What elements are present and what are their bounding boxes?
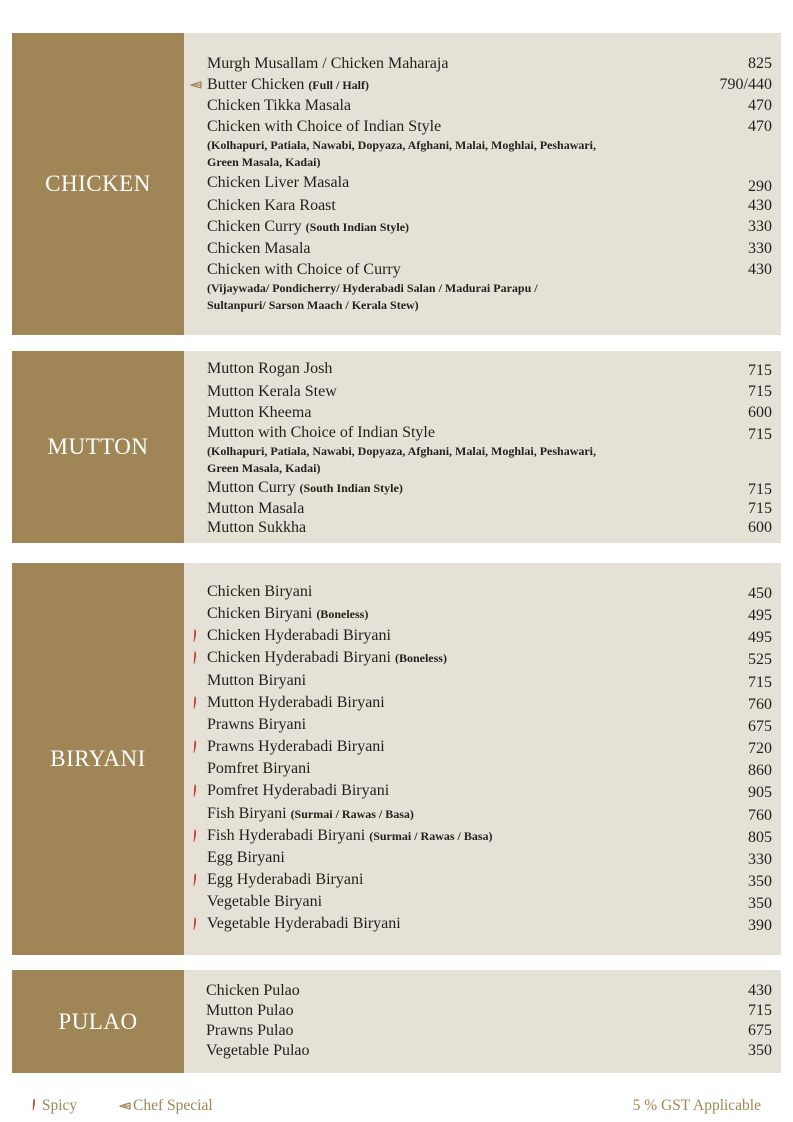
menu-item bbox=[12, 1001, 781, 1021]
item-price: 430 bbox=[748, 197, 772, 214]
item-price: 450 bbox=[748, 585, 772, 602]
chef-special-icon bbox=[117, 1099, 133, 1113]
item-name: Mutton Biryani bbox=[207, 671, 307, 689]
item-price: 715 bbox=[748, 1002, 772, 1019]
chili-icon bbox=[188, 737, 204, 757]
chili-icon bbox=[188, 693, 204, 713]
item-note: (Surmai / Rawas / Basa) bbox=[369, 828, 493, 843]
style-options: (Kolhapuri, Patiala, Nawabi, Dopyaza, Afghani, Malai, Moghlai, Peshawari, Green Masala, Kadai) bbox=[207, 138, 597, 169]
menu-item bbox=[12, 1041, 781, 1061]
chef-special-icon bbox=[188, 75, 204, 95]
menu-item bbox=[12, 239, 781, 259]
item-name: Chicken Pulao bbox=[206, 982, 300, 999]
item-name: Chicken Liver Masala bbox=[207, 174, 350, 191]
item-price: 720 bbox=[748, 740, 772, 758]
item-price: 495 bbox=[748, 629, 772, 647]
item-name: Fish Biryani (Surmai / Rawas / Basa) bbox=[207, 804, 414, 822]
item-name: Egg Hyderabadi Biryani bbox=[207, 870, 364, 888]
chili-icon bbox=[188, 781, 204, 801]
menu-item bbox=[12, 648, 781, 668]
menu-item bbox=[12, 582, 781, 602]
menu-item bbox=[12, 478, 781, 498]
biryani-section bbox=[12, 563, 781, 955]
legend-spicy: Spicy bbox=[30, 1096, 77, 1116]
section-title: BIRYANI bbox=[50, 746, 146, 771]
item-name: Mutton Pulao bbox=[206, 1002, 294, 1019]
item-name: Mutton Curry (South Indian Style) bbox=[207, 479, 403, 496]
item-price: 330 bbox=[748, 218, 772, 235]
item-note: (Boneless) bbox=[316, 607, 369, 622]
item-price: 470 bbox=[748, 97, 772, 114]
item-price: 715 bbox=[748, 481, 772, 498]
menu-item bbox=[12, 96, 781, 116]
menu-item bbox=[12, 715, 781, 735]
curry-options: (Vijaywada/ Pondicherry/ Hyderabadi Salan / Madurai Parapu / Sultanpuri/ Sarson Maach / Kerala Stew) bbox=[207, 281, 538, 312]
item-note: (South Indian Style) bbox=[299, 481, 403, 495]
menu-item bbox=[12, 981, 781, 1001]
item-price: 390 bbox=[748, 917, 772, 935]
item-name: Chicken Tikka Masala bbox=[207, 97, 351, 114]
menu-item bbox=[12, 848, 781, 868]
chili-icon bbox=[188, 648, 204, 668]
item-name: Prawns Biryani bbox=[207, 715, 307, 733]
chili-icon bbox=[188, 626, 204, 646]
menu-item bbox=[12, 914, 781, 934]
menu-item bbox=[12, 759, 781, 779]
item-note: (Boneless) bbox=[394, 651, 447, 666]
menu-item bbox=[12, 604, 781, 624]
item-price: 715 bbox=[748, 500, 772, 517]
item-name: Chicken with Choice of Curry bbox=[207, 261, 401, 278]
item-name: Chicken with Choice of Indian Style bbox=[207, 118, 442, 135]
pulao-section bbox=[12, 970, 781, 1073]
item-name: Chicken Curry (South Indian Style) bbox=[207, 218, 410, 235]
menu-item bbox=[12, 196, 781, 216]
menu-item bbox=[12, 671, 781, 691]
gst-note: 5 % GST Applicable bbox=[632, 1097, 761, 1114]
item-price: 430 bbox=[748, 982, 772, 999]
menu-item bbox=[12, 403, 781, 423]
item-name: Mutton Hyderabadi Biryani bbox=[207, 693, 385, 711]
item-name: Vegetable Hyderabadi Biryani bbox=[207, 915, 401, 933]
item-price: 715 bbox=[748, 383, 772, 400]
item-name: Pomfret Biryani bbox=[207, 760, 311, 778]
item-price: 760 bbox=[748, 695, 772, 713]
item-price: 600 bbox=[748, 404, 772, 421]
item-price: 760 bbox=[748, 806, 772, 824]
item-note: (Surmai / Rawas / Basa) bbox=[290, 806, 414, 821]
item-name: Chicken Hyderabadi Biryani (Boneless) bbox=[207, 649, 447, 667]
item-price: 350 bbox=[748, 895, 772, 913]
item-name: Mutton Kheema bbox=[207, 404, 312, 421]
item-name: Vegetable Pulao bbox=[206, 1042, 310, 1059]
section-title: CHICKEN bbox=[45, 171, 151, 196]
chili-icon bbox=[30, 1097, 38, 1113]
item-price: 525 bbox=[748, 651, 772, 669]
legend-chef-special: Chef Special bbox=[117, 1096, 213, 1116]
item-name: Chicken Kara Roast bbox=[207, 197, 336, 214]
item-name: Chicken Masala bbox=[207, 240, 311, 257]
item-name: Prawns Hyderabadi Biryani bbox=[207, 738, 385, 756]
item-name: Butter Chicken (Full / Half) bbox=[207, 76, 369, 93]
item-name: Mutton Kerala Stew bbox=[207, 383, 337, 400]
section-title: MUTTON bbox=[47, 434, 149, 459]
item-price: 715 bbox=[748, 673, 772, 691]
menu-item bbox=[12, 518, 781, 538]
menu-item bbox=[12, 737, 781, 757]
item-price: 905 bbox=[748, 784, 772, 802]
item-name: Mutton with Choice of Indian Style bbox=[207, 424, 435, 441]
menu-item bbox=[12, 423, 781, 443]
item-name: Mutton Masala bbox=[207, 500, 305, 517]
item-name: Fish Hyderabadi Biryani (Surmai / Rawas / Basa) bbox=[207, 826, 493, 844]
menu-item bbox=[12, 826, 781, 846]
chili-icon bbox=[188, 826, 204, 846]
menu-item bbox=[12, 781, 781, 801]
item-name: Egg Biryani bbox=[207, 848, 285, 866]
item-price: 495 bbox=[748, 607, 772, 625]
item-name: Chicken Biryani bbox=[207, 583, 313, 600]
item-price: 805 bbox=[748, 828, 772, 846]
style-options: (Kolhapuri, Patiala, Nawabi, Dopyaza, Afghani, Malai, Moghlai, Peshawari, Green Masala, Kadai) bbox=[207, 444, 597, 475]
menu-item bbox=[12, 217, 781, 237]
item-price: 675 bbox=[748, 1022, 772, 1039]
item-note: (South Indian Style) bbox=[305, 220, 410, 234]
item-price: 470 bbox=[748, 118, 772, 135]
menu-item bbox=[12, 870, 781, 890]
menu-item bbox=[12, 804, 781, 824]
menu-item bbox=[12, 1021, 781, 1041]
item-name: Chicken Biryani (Boneless) bbox=[207, 605, 369, 623]
chili-icon bbox=[188, 914, 204, 934]
menu-item bbox=[12, 892, 781, 912]
menu-item bbox=[12, 499, 781, 519]
menu-item bbox=[12, 359, 781, 379]
chili-icon bbox=[188, 870, 204, 890]
item-note: (Full / Half) bbox=[308, 78, 369, 92]
item-price: 600 bbox=[748, 519, 772, 536]
section-title: PULAO bbox=[58, 1008, 138, 1034]
item-price: 350 bbox=[748, 1042, 772, 1059]
menu-item bbox=[12, 260, 781, 280]
menu-item bbox=[12, 693, 781, 713]
menu-item bbox=[12, 173, 781, 193]
item-price: 860 bbox=[748, 762, 772, 780]
menu-item bbox=[12, 382, 781, 402]
item-price: 430 bbox=[748, 261, 772, 278]
menu-item bbox=[12, 75, 781, 95]
item-name: Vegetable Biryani bbox=[207, 893, 323, 911]
item-price: 330 bbox=[748, 240, 772, 257]
item-price: 290 bbox=[748, 178, 772, 195]
item-name: Mutton Sukkha bbox=[207, 519, 307, 536]
item-price: 715 bbox=[748, 362, 772, 379]
item-name: Pomfret Hyderabadi Biryani bbox=[207, 782, 390, 800]
item-price: 675 bbox=[748, 717, 772, 735]
item-name: Prawns Pulao bbox=[206, 1022, 294, 1039]
mutton-section bbox=[12, 351, 781, 543]
item-price: 825 bbox=[748, 55, 772, 72]
item-price: 715 bbox=[748, 426, 772, 443]
menu-item bbox=[12, 626, 781, 646]
item-name: Chicken Hyderabadi Biryani bbox=[207, 627, 391, 645]
item-name: Mutton Rogan Josh bbox=[207, 360, 333, 377]
menu-item bbox=[12, 117, 781, 137]
menu-item bbox=[12, 54, 781, 74]
item-name: Murgh Musallam / Chicken Maharaja bbox=[207, 55, 449, 72]
chicken-section bbox=[12, 33, 781, 335]
item-price: 790/440 bbox=[719, 76, 772, 93]
item-price: 350 bbox=[748, 872, 772, 890]
item-price: 330 bbox=[748, 850, 772, 868]
